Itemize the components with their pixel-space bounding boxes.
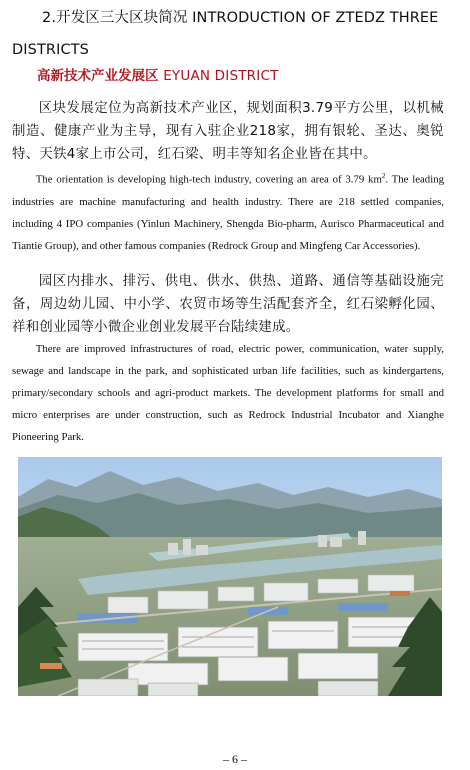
section-heading-line-2: DISTRICTS [12,42,89,58]
paragraph-4-english: There are improved infrastructures of road, electric power, communication, water supply, sewage and landscape in the park, and sophisticated urban life facilities, such as kindergartens, primary/secondary schools and agri-product markets. The development platforms for small and micro enterprises are under construction, such as Redrock Industrial Incubator and Xianghe Pioneering Park. [12,343,444,443]
section-heading-line-1: 2.开发区三大区块简况 INTRODUCTION OF ZTEDZ THREE [42,10,439,26]
district-heading-en: EYUAN DISTRICT [163,68,279,84]
paragraph-3-chinese: 园区内排水、排污、供电、供水、供热、道路、通信等基础设施完备，周边幼儿园、中小学、农贸市场等生活配套齐全，红石梁孵化园、祥和创业园等小微企业创业发展平台陆续建成。 [12,274,444,335]
district-heading-cn: 高新技术产业发展区 [37,68,164,84]
page-number: – 6 – [223,752,247,766]
aerial-district-photo [18,457,442,696]
paragraph-2-text-a: The orientation is developing high-tech industry, covering an area of 3.79 km [35,173,382,186]
section-heading [12,2,460,66]
superscript-2: 2 [381,172,386,180]
paragraph-2-english [12,165,444,257]
district-heading [37,66,279,86]
paragraph-2-text-b: . The leading industries are machine manufacturing and health industry. There are 218 settled companies, including 4 IPO companies (Yinlun Machinery, Shengda Bio-pharm, Aurisco Pharmaceutical and Tiantie Group), and other famous companies (Redrock Group and Mingfeng Car Accessories). [12,173,444,252]
paragraph-1-chinese: 区块发展定位为高新技术产业区，规划面积3.79平方公里，以机械制造、健康产业为主导，现有入驻企业218家，拥有银轮、圣达、奥锐特、天铁4家上市公司，红石梁、明丰等知名企业皆在其中。 [12,101,444,162]
